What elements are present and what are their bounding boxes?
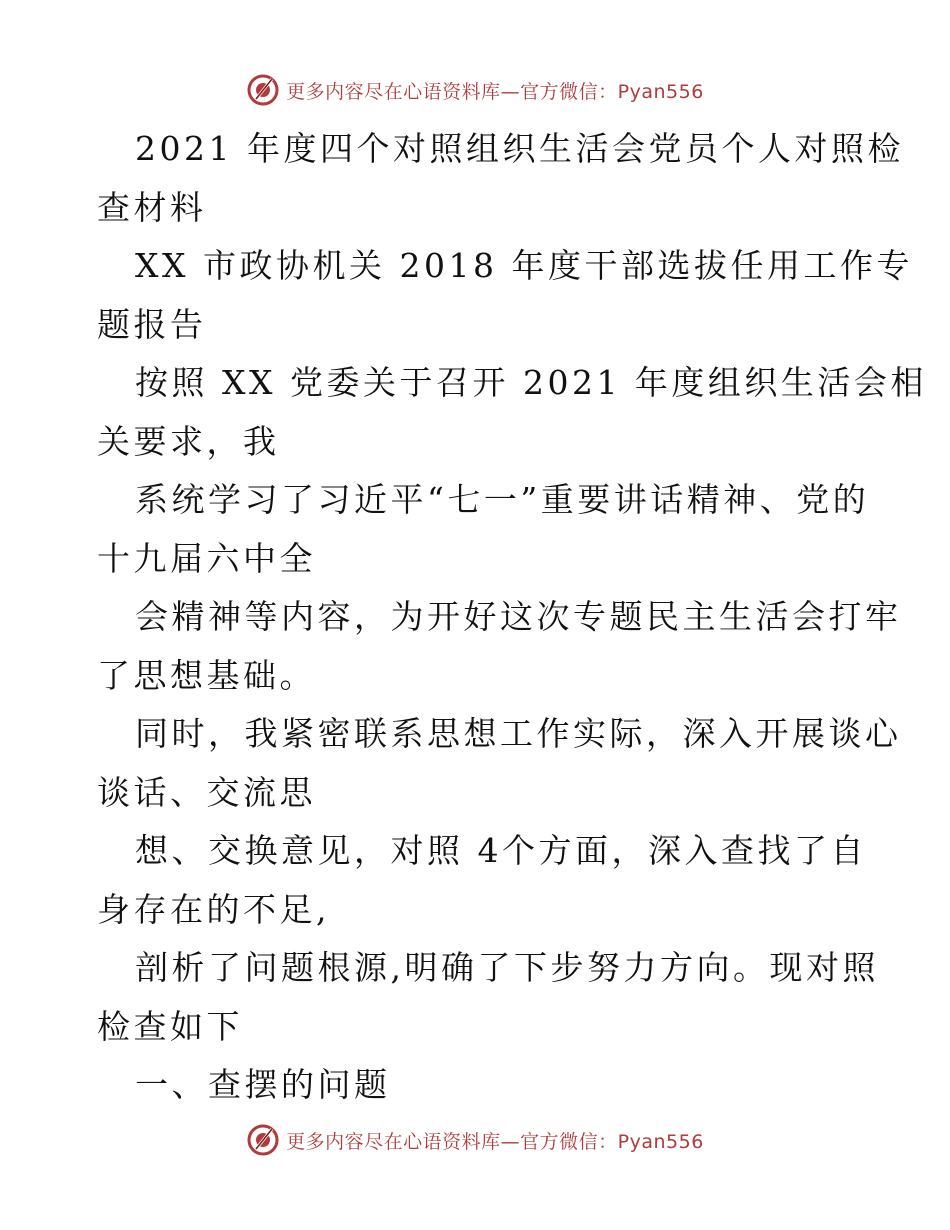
pen-logo-icon	[246, 1123, 280, 1157]
title-line-2: 查材料	[97, 187, 207, 227]
section-heading: 一、查摆的问题	[135, 1065, 391, 1104]
paragraph-line: 想、交换意见，对照 4个方面，深入查找了自	[135, 831, 867, 870]
paragraph-line: 检查如下	[97, 1006, 243, 1046]
paragraph-line: 关要求，我	[97, 421, 280, 461]
footer-watermark	[0, 1120, 950, 1160]
paragraph-line: 系统学习了习近平“七一”重要讲话精神、党的	[135, 480, 870, 519]
pen-logo-icon	[246, 73, 280, 107]
paragraph-line: 了思想基础。	[97, 655, 316, 695]
watermark-text: 更多内容尽在心语资料库—官方微信：Pyan556	[286, 1130, 704, 1153]
paragraph-line: 同时，我紧密联系思想工作实际，深入开展谈心	[135, 714, 902, 753]
paragraph-line: 剖析了问题根源,明确了下步努力方向。现对照	[135, 948, 879, 987]
title-line-1: 2021 年度四个对照组织生活会党员个人对照检	[135, 129, 904, 168]
paragraph-line: 身存在的不足,	[97, 889, 330, 929]
watermark-text: 更多内容尽在心语资料库—官方微信：Pyan556	[286, 80, 704, 103]
paragraph-line: 谈话、交流思	[97, 772, 316, 812]
paragraph-line: 十九届六中全	[97, 538, 316, 578]
subtitle-line-1: XX 市政协机关 2018 年度干部选拔任用工作专	[135, 246, 913, 285]
document-body	[97, 120, 927, 1115]
subtitle-line-2: 题报告	[97, 304, 207, 344]
paragraph-line: 会精神等内容，为开好这次专题民主生活会打牢	[135, 597, 902, 636]
paragraph-line: 按照 XX 党委关于召开 2021 年度组织生活会相	[135, 363, 927, 402]
header-watermark	[0, 70, 950, 110]
